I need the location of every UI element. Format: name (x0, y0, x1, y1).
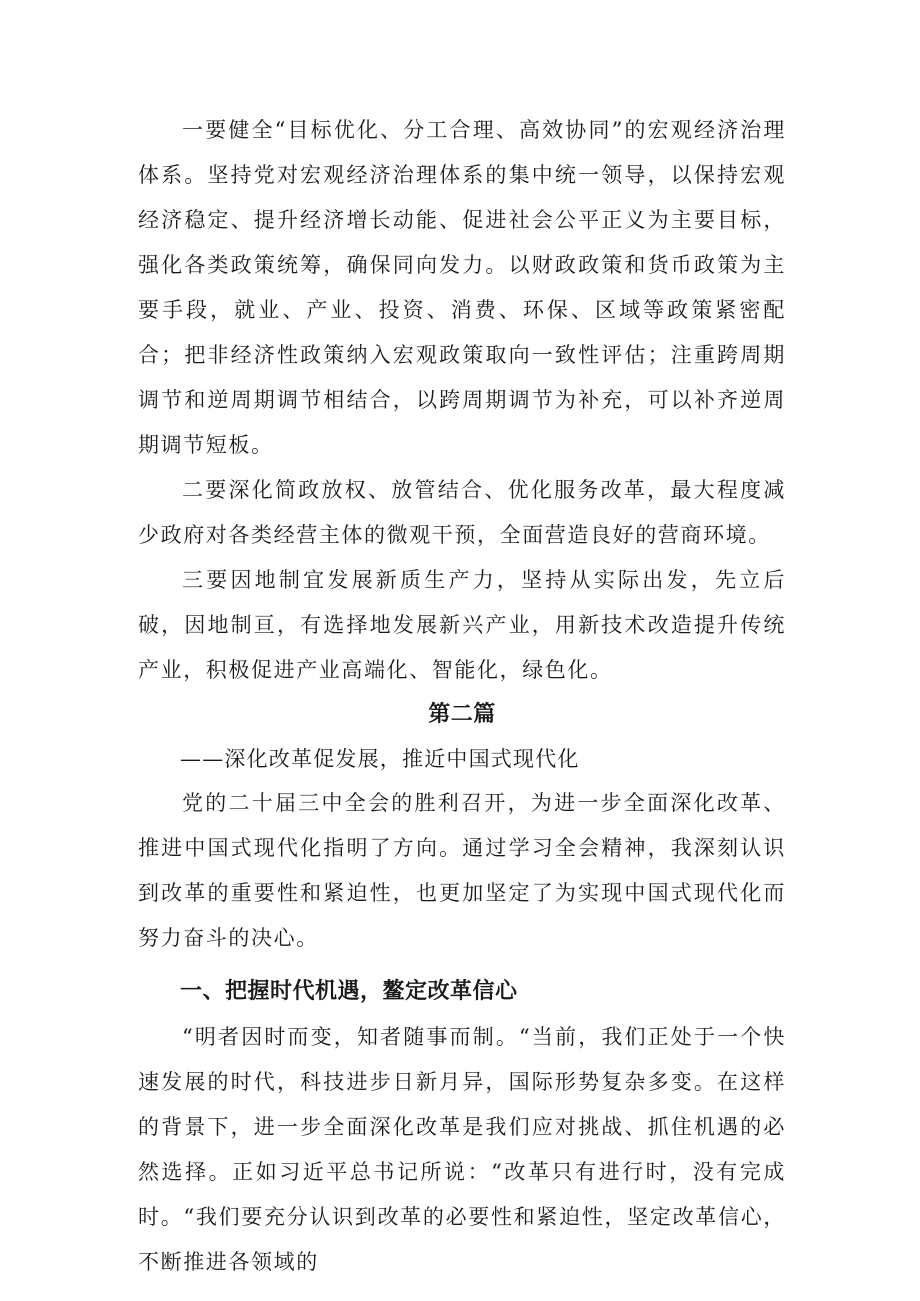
part-title: 第二篇 (428, 702, 496, 727)
paragraph-macro-governance: 一要健全“目标优化、分工合理、高效协同”的宏观经济治理体系。坚持党对宏观经济治理体系的集中统一领导，以保持宏观经济稳定、提升经济增长动能、促进社会公平正义为主要目标，强化各类政策统筹，确保同向发力。以财政政策和货币政策为主要手段，就业、产业、投资、消费、环保、区域等政策紧密配合；把非经济性政策纳入宏观政策取向一致性评估；注重跨周期调节和逆周期调节相结合，以跨周期调节为补充，可以补齐逆周期调节短板。 (138, 118, 786, 457)
document-page (138, 108, 786, 1285)
part-subtitle: ——深化改革促发展，推近中国式现代化 (180, 747, 580, 771)
paragraph-intro: 党的二十届三中全会的胜利召开，为进一步全面深化改革、推进中国式现代化指明了方向。通过学习全会精神，我深刻认识到改革的重要性和紧迫性，也更加坚定了为实现中国式现代化而努力奋斗的决心。 (138, 791, 786, 950)
paragraph-section-1: “明者因时而变，知者随事而制。“当前，我们正处于一个快速发展的时代，科技进步日新月异，国际形势复杂多变。在这样的背景下，进一步全面深化改革是我们应对挑战、抓住机遇的必然选择。正如习近平总书记所说：“改革只有进行时，没有完成时。“我们要充分认识到改革的必要性和紧迫性，坚定改革信心，不断推进各领域的 (138, 1025, 786, 1274)
paragraph-new-productive-forces: 三要因地制宜发展新质生产力，坚持从实际出发，先立后破，因地制亘，有选择地发展新兴产业，用新技术改造提升传统产业，积极促进产业高端化、智能化，绿色化。 (138, 568, 786, 682)
section-heading-1: 一、把握时代机遇，鳌定改革信心 (180, 979, 518, 1004)
paragraph-streamline-administration: 二要深化简政放权、放管结合、优化服务改革，最大程度减少政府对各类经营主体的微观干预，全面营造良好的营商环境。 (138, 478, 786, 547)
